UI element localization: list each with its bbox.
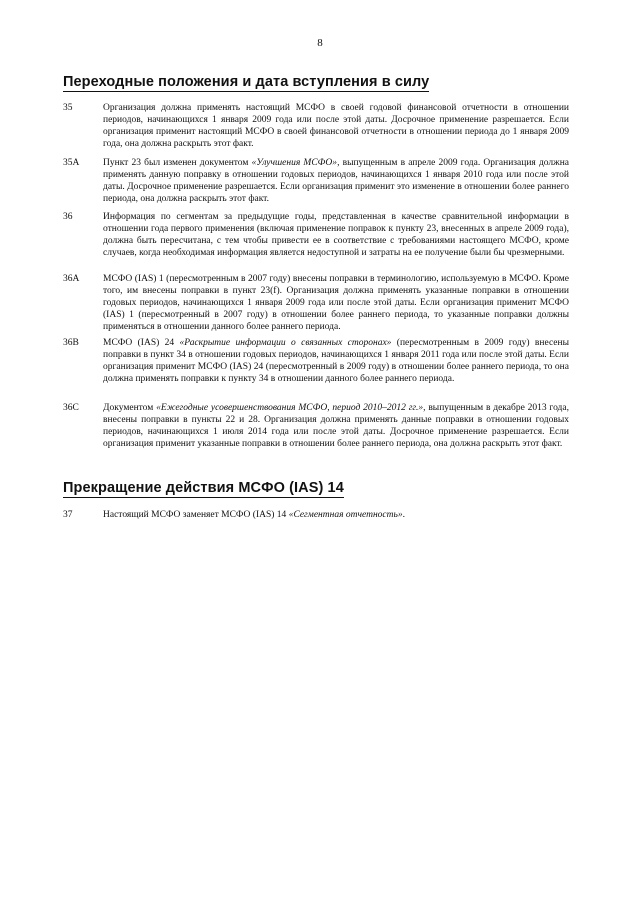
document-title: «Ежегодные усовершенствования МСФО, период 2010–2012 гг.»: [156, 403, 424, 413]
paragraph-text: Документом «Ежегодные усовершенствования МСФО, период 2010–2012 гг.», выпущенным в декабре 2013 года, внесены поправки в пункты 22 и 28. Организация должна применять данные поправки в отношении годовых периодов, начинающихся 1 июля 2014 года или после этой даты. Досрочное применение разрешается. Если организация применит указанные поправки в отношении более раннего периода, она должна раскрыть этот факт.: [103, 403, 569, 450]
document-title: «Сегментная отчетность»: [288, 510, 403, 520]
paragraph-37: [63, 509, 569, 521]
paragraph-35: [63, 102, 569, 150]
paragraph-36: [63, 211, 569, 259]
document-title: «Раскрытие информации о связанных сторонах»: [179, 338, 392, 348]
paragraph-number: 37: [63, 510, 73, 520]
paragraph-number: 36B: [63, 338, 79, 348]
paragraph-text: Настоящий МСФО заменяет МСФО (IAS) 14 «Сегментная отчетность».: [103, 510, 405, 520]
paragraph-text: МСФО (IAS) 24 «Раскрытие информации о связанных сторонах» (пересмотренным в 2009 году) внесены поправки в пункт 34 в отношении годовых периодов, начинающихся 1 января 2011 года или после этой даты. Если организация применит МСФО (IAS) 24 (пересмотренный в 2009 году) в отношении более раннего периода, то она должна применять поправки к пункту 34 в отношении данного более раннего периода.: [103, 338, 569, 385]
paragraph-number: 36: [63, 212, 73, 222]
paragraph-text: МСФО (IAS) 1 (пересмотренным в 2007 году) внесены поправки в терминологию, используемую в МСФО. Кроме того, им внесены поправки в пункт 23(f). Организация должна применять указанные поправки в отношении годовых периодов, начинающихся 1 января 2009 года или после этой даты. Если организация применит МСФО (IAS) 1 (пересмотренный в 2007 году) в отношении более раннего периода, то указанные поправки должны применяться в отношении данного более раннего периода.: [103, 274, 569, 333]
section-heading-transitional: Переходные положения и дата вступления в силу: [63, 74, 430, 90]
paragraph-number: 36C: [63, 403, 79, 413]
paragraph-35a: [63, 157, 569, 205]
paragraph-text: Информация по сегментам за предыдущие годы, представленная в качестве сравнительной информации в отношении года первого применения (включая применение поправок к пункту 23, внесенных в апреле 2009 года), должна быть пересчитана, с тем чтобы привести ее в соответствие с требованиями настоящего МСФО, кроме случаев, когда необходимая информация является недоступной и затраты на ее получение были бы чрезмерными.: [103, 212, 569, 259]
paragraph-number: 35A: [63, 158, 80, 168]
paragraph-36a: [63, 273, 569, 333]
paragraph-text: Пункт 23 был изменен документом «Улучшения МСФО», выпущенным в апреле 2009 года. Организация должна применять данную поправку в отношении годовых периодов, начинающихся 1 января 2010 года или после этой даты. Досрочное применение разрешается. Если организация применит это изменение в отношении более раннего периода, она должна раскрыть этот факт.: [103, 158, 570, 205]
paragraph-number: 35: [63, 103, 73, 113]
page-number: 8: [317, 37, 323, 49]
section-heading-withdrawal: Прекращение действия МСФО (IAS) 14: [63, 480, 344, 496]
paragraph-36c: [63, 402, 569, 450]
document-title: «Улучшения МСФО»: [251, 158, 338, 168]
paragraph-text: Организация должна применять настоящий МСФО в своей годовой финансовой отчетности в отношении периодов, начинающихся 1 января 2009 года или после этой даты. Досрочное применение разрешается. Если организация применит настоящий МСФО в своей финансовой отчетности в отношении периода до 1 января 2009 года, она должна раскрыть этот факт.: [103, 103, 569, 150]
paragraph-number: 36A: [63, 274, 80, 284]
paragraph-36b: [63, 337, 569, 385]
